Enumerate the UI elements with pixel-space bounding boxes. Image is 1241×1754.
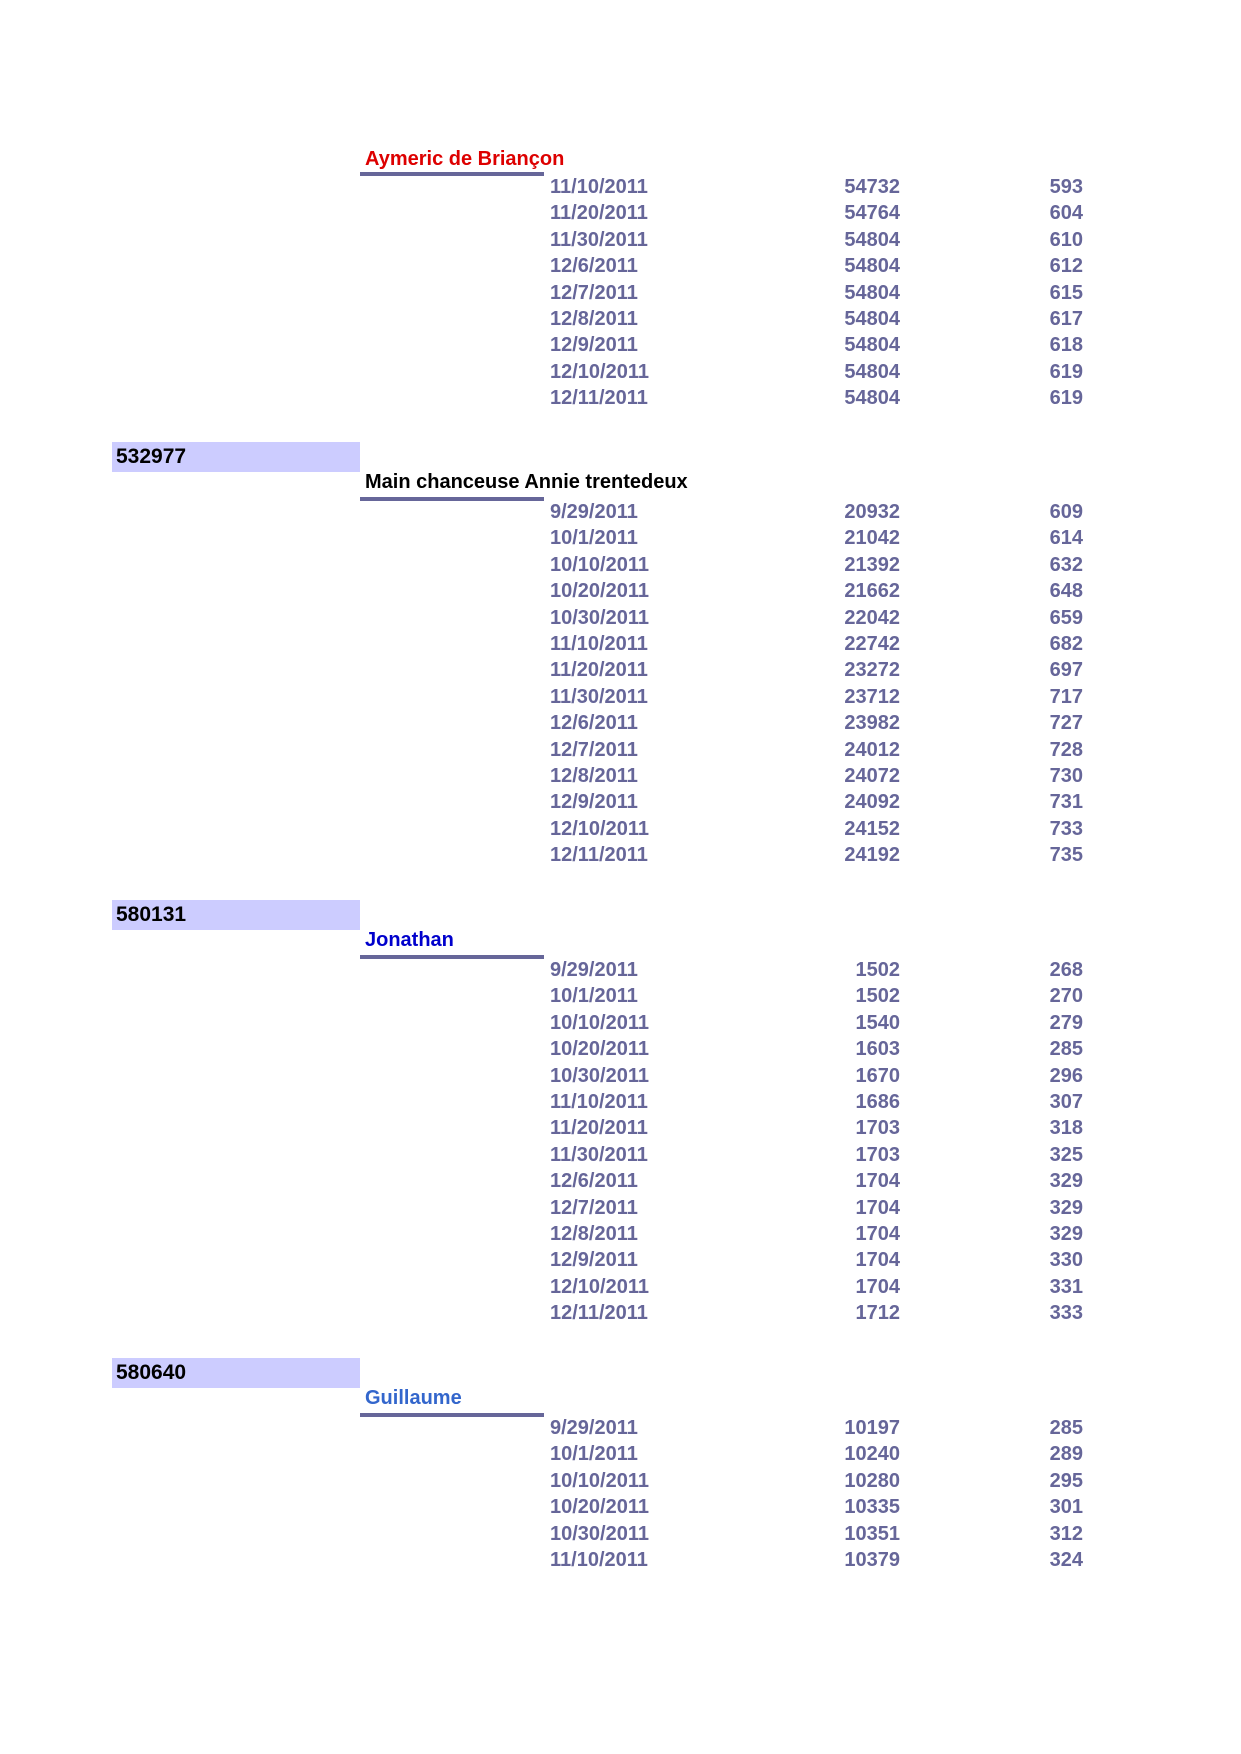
data-row <box>0 1415 1241 1441</box>
row-count: 330 <box>1049 1249 1083 1272</box>
row-value: 1703 <box>855 1143 900 1166</box>
row-date: 9/29/2011 <box>550 501 638 523</box>
row-count: 618 <box>1049 334 1083 357</box>
row-count: 612 <box>1049 255 1083 278</box>
row-date: 10/10/2011 <box>550 1469 649 1492</box>
row-date: 12/8/2011 <box>550 765 638 787</box>
data-row <box>0 1063 1241 1089</box>
row-date: 10/1/2011 <box>550 985 638 1008</box>
row-count: 648 <box>1049 580 1083 603</box>
row-count: 619 <box>1049 387 1083 410</box>
row-count: 270 <box>1049 985 1083 1008</box>
row-value: 21392 <box>844 553 900 576</box>
row-count: 593 <box>1049 176 1083 198</box>
data-row <box>0 983 1241 1009</box>
row-date: 12/7/2011 <box>550 281 638 304</box>
row-value: 22742 <box>844 633 900 655</box>
data-row <box>0 552 1241 578</box>
row-count: 609 <box>1049 501 1083 523</box>
row-value: 10379 <box>844 1549 900 1571</box>
row-count: 324 <box>1049 1549 1083 1571</box>
data-row <box>0 842 1241 868</box>
row-date: 11/10/2011 <box>550 1091 648 1113</box>
row-value: 54732 <box>844 176 900 198</box>
record-name: Aymeric de Briançon <box>365 148 565 170</box>
data-row <box>0 499 1241 525</box>
row-date: 11/10/2011 <box>550 633 648 655</box>
data-row <box>0 605 1241 631</box>
row-value: 1670 <box>855 1064 900 1087</box>
row-value: 10240 <box>844 1443 900 1466</box>
row-date: 12/6/2011 <box>550 1170 638 1193</box>
row-date: 12/6/2011 <box>550 255 638 278</box>
row-count: 614 <box>1049 527 1083 550</box>
row-count: 325 <box>1049 1143 1083 1166</box>
data-row <box>0 737 1241 763</box>
row-date: 10/30/2011 <box>550 1064 649 1087</box>
row-count: 615 <box>1049 281 1083 304</box>
row-count: 296 <box>1049 1064 1083 1087</box>
row-count: 697 <box>1049 659 1083 682</box>
row-count: 329 <box>1049 1196 1083 1219</box>
row-count: 733 <box>1049 817 1083 840</box>
row-count: 268 <box>1049 959 1083 981</box>
row-count: 331 <box>1049 1275 1083 1298</box>
row-date: 12/10/2011 <box>550 360 649 383</box>
data-row <box>0 1441 1241 1467</box>
row-date: 12/9/2011 <box>550 1249 638 1272</box>
data-row <box>0 306 1241 332</box>
data-row <box>0 1547 1241 1573</box>
data-row <box>0 385 1241 411</box>
row-count: 617 <box>1049 308 1083 330</box>
row-value: 1712 <box>855 1302 900 1325</box>
row-value: 1502 <box>855 985 900 1008</box>
row-date: 11/30/2011 <box>550 685 648 708</box>
row-date: 10/30/2011 <box>550 606 649 629</box>
row-count: 285 <box>1049 1038 1083 1061</box>
row-count: 307 <box>1049 1091 1083 1113</box>
record-name: Main chanceuse Annie trentedeux <box>365 471 688 493</box>
row-count: 318 <box>1049 1117 1083 1140</box>
row-count: 727 <box>1049 712 1083 735</box>
row-count: 735 <box>1049 844 1083 867</box>
row-date: 11/10/2011 <box>550 1549 648 1571</box>
data-row <box>0 359 1241 385</box>
row-value: 24152 <box>844 817 900 840</box>
data-row <box>0 789 1241 815</box>
row-value: 54804 <box>844 281 900 304</box>
data-row <box>0 1115 1241 1141</box>
row-value: 24092 <box>844 791 900 814</box>
row-value: 1704 <box>855 1223 900 1245</box>
row-value: 1704 <box>855 1275 900 1298</box>
row-count: 285 <box>1049 1417 1083 1439</box>
row-value: 54764 <box>844 202 900 225</box>
row-date: 11/20/2011 <box>550 1117 648 1140</box>
row-date: 9/29/2011 <box>550 1417 638 1439</box>
row-count: 659 <box>1049 606 1083 629</box>
row-count: 632 <box>1049 553 1083 576</box>
row-value: 54804 <box>844 228 900 251</box>
row-date: 12/8/2011 <box>550 1223 638 1245</box>
row-count: 289 <box>1049 1443 1083 1466</box>
data-row <box>0 816 1241 842</box>
data-row <box>0 1494 1241 1520</box>
data-row <box>0 1195 1241 1221</box>
row-date: 12/10/2011 <box>550 1275 649 1298</box>
row-date: 10/1/2011 <box>550 527 638 550</box>
row-date: 10/1/2011 <box>550 1443 638 1466</box>
row-value: 1703 <box>855 1117 900 1140</box>
row-value: 54804 <box>844 255 900 278</box>
row-value: 1704 <box>855 1170 900 1193</box>
row-value: 22042 <box>844 606 900 629</box>
row-count: 295 <box>1049 1469 1083 1492</box>
data-row <box>0 200 1241 226</box>
row-count: 717 <box>1049 685 1083 708</box>
row-date: 12/10/2011 <box>550 817 649 840</box>
row-date: 10/10/2011 <box>550 553 649 576</box>
row-date: 11/20/2011 <box>550 659 648 682</box>
row-count: 301 <box>1049 1496 1083 1519</box>
record-id: 532977 <box>112 442 360 472</box>
row-date: 10/20/2011 <box>550 580 649 603</box>
data-row <box>0 1468 1241 1494</box>
row-date: 12/6/2011 <box>550 712 638 735</box>
row-date: 10/20/2011 <box>550 1496 649 1519</box>
data-row <box>0 710 1241 736</box>
row-count: 279 <box>1049 1011 1083 1034</box>
row-value: 23272 <box>844 659 900 682</box>
row-count: 619 <box>1049 360 1083 383</box>
row-value: 23982 <box>844 712 900 735</box>
data-row <box>0 280 1241 306</box>
row-value: 10197 <box>844 1417 900 1439</box>
row-value: 10335 <box>844 1496 900 1519</box>
data-row <box>0 1521 1241 1547</box>
row-count: 610 <box>1049 228 1083 251</box>
data-row <box>0 578 1241 604</box>
data-row <box>0 253 1241 279</box>
row-count: 604 <box>1049 202 1083 225</box>
row-date: 11/30/2011 <box>550 1143 648 1166</box>
row-date: 12/11/2011 <box>550 844 648 867</box>
row-count: 682 <box>1049 633 1083 655</box>
row-value: 1704 <box>855 1196 900 1219</box>
data-row <box>0 1089 1241 1115</box>
row-date: 10/30/2011 <box>550 1522 649 1545</box>
record-id: 580131 <box>112 900 360 930</box>
row-date: 12/7/2011 <box>550 738 638 761</box>
data-row <box>0 332 1241 358</box>
data-row <box>0 1168 1241 1194</box>
row-date: 12/9/2011 <box>550 791 638 814</box>
data-row <box>0 684 1241 710</box>
row-date: 12/11/2011 <box>550 1302 648 1325</box>
row-count: 333 <box>1049 1302 1083 1325</box>
record-id: 580640 <box>112 1358 360 1388</box>
data-row <box>0 657 1241 683</box>
record-name: Jonathan <box>365 929 454 951</box>
data-row <box>0 174 1241 200</box>
data-row <box>0 1142 1241 1168</box>
row-date: 10/20/2011 <box>550 1038 649 1061</box>
row-value: 21662 <box>844 580 900 603</box>
row-value: 1686 <box>855 1091 900 1113</box>
row-value: 24192 <box>844 844 900 867</box>
row-value: 10280 <box>844 1469 900 1492</box>
row-date: 10/10/2011 <box>550 1011 649 1034</box>
row-value: 24012 <box>844 738 900 761</box>
record-name: Guillaume <box>365 1387 462 1409</box>
row-value: 54804 <box>844 387 900 410</box>
data-row <box>0 957 1241 983</box>
row-value: 1603 <box>855 1038 900 1061</box>
row-value: 1704 <box>855 1249 900 1272</box>
row-date: 12/9/2011 <box>550 334 638 357</box>
row-date: 12/8/2011 <box>550 308 638 330</box>
data-row <box>0 1221 1241 1247</box>
row-value: 24072 <box>844 765 900 787</box>
data-row <box>0 1274 1241 1300</box>
row-value: 23712 <box>844 685 900 708</box>
row-count: 329 <box>1049 1170 1083 1193</box>
data-row <box>0 1247 1241 1273</box>
row-count: 329 <box>1049 1223 1083 1245</box>
row-value: 1502 <box>855 959 900 981</box>
row-value: 54804 <box>844 308 900 330</box>
row-count: 731 <box>1049 791 1083 814</box>
data-row <box>0 631 1241 657</box>
row-date: 9/29/2011 <box>550 959 638 981</box>
row-date: 12/7/2011 <box>550 1196 638 1219</box>
row-value: 21042 <box>844 527 900 550</box>
row-value: 54804 <box>844 334 900 357</box>
row-date: 11/10/2011 <box>550 176 648 198</box>
data-row <box>0 1010 1241 1036</box>
row-value: 10351 <box>844 1522 900 1545</box>
row-date: 11/30/2011 <box>550 228 648 251</box>
data-row <box>0 227 1241 253</box>
row-value: 20932 <box>844 501 900 523</box>
row-count: 730 <box>1049 765 1083 787</box>
data-row <box>0 1300 1241 1326</box>
data-row <box>0 763 1241 789</box>
row-date: 11/20/2011 <box>550 202 648 225</box>
row-value: 1540 <box>855 1011 900 1034</box>
row-count: 728 <box>1049 738 1083 761</box>
data-row <box>0 1036 1241 1062</box>
row-date: 12/11/2011 <box>550 387 648 410</box>
data-row <box>0 525 1241 551</box>
row-count: 312 <box>1049 1522 1083 1545</box>
row-value: 54804 <box>844 360 900 383</box>
